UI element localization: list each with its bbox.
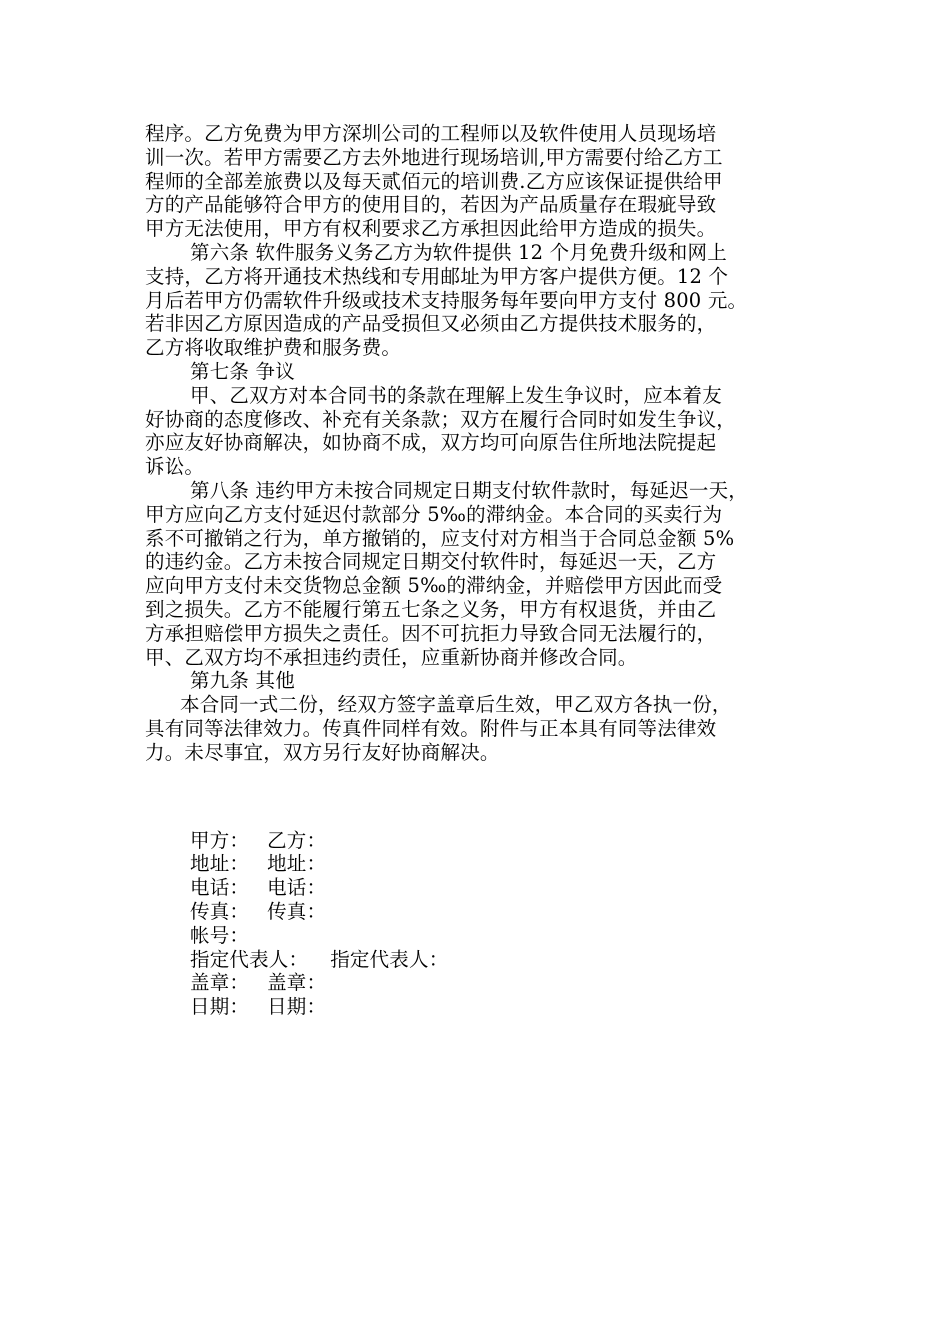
signature-block	[145, 829, 825, 1019]
text-line: 到之损失。乙方不能履行第五七条之义务，甲方有权退货，并由乙	[145, 597, 717, 621]
text-line: 方的产品能够符合甲方的使用目的，若因为产品质量存在瑕疵导致	[145, 193, 717, 217]
text-line: 甲方应向乙方支付延迟付款部分 5‰的滞纳金。本合同的买卖行为	[145, 502, 723, 526]
text-line: 方承担赔偿甲方损失之责任。因不可抗拒力导致合同无法履行的，	[145, 621, 717, 645]
signature-row-address	[145, 852, 825, 876]
text-line: 本合同一式二份，经双方签字盖章后生效，甲乙双方各执一份，	[180, 693, 732, 717]
signature-row-date	[145, 995, 825, 1019]
paragraph-article-6	[145, 241, 825, 360]
text-line: 月后若甲方仍需软件升级或技术支持服务每年要向甲方支付 800 元。	[145, 288, 748, 312]
text-line: 第八条 违约甲方未按合同规定日期支付软件款时，每延迟一天，	[190, 478, 748, 502]
address-a-label: 地址：	[190, 852, 250, 876]
contract-body	[145, 122, 825, 1019]
signature-row-party	[145, 829, 825, 853]
rep-b-label: 指定代表人：	[330, 947, 449, 971]
heading-article-9	[145, 669, 825, 693]
text-line: 训一次。若甲方需要乙方去外地进行现场培训,甲方需要付给乙方工	[145, 145, 723, 169]
fax-a-label: 传真：	[190, 899, 250, 923]
signature-row-fax	[145, 900, 825, 924]
party-a-label: 甲方：	[190, 828, 250, 852]
text-line: 乙方将收取维护费和服务费。	[145, 336, 402, 360]
section-heading: 第七条 争议	[190, 359, 295, 383]
phone-a-label: 电话：	[190, 876, 250, 900]
heading-article-7	[145, 360, 825, 384]
text-line: 力。未尽事宜，双方另行友好协商解决。	[145, 740, 500, 764]
signature-row-account	[145, 924, 825, 948]
rep-a-label: 指定代表人：	[190, 947, 309, 971]
text-line: 系不可撤销之行为，单方撤销的，应支付对方相当于合同总金额 5%	[145, 526, 735, 550]
section-heading: 第九条 其他	[190, 669, 295, 693]
date-a-label: 日期：	[190, 995, 250, 1019]
text-line: 诉讼。	[145, 455, 205, 479]
account-label: 帐号：	[190, 923, 250, 947]
text-line: 程师的全部差旅费以及每天贰佰元的培训费.乙方应该保证提供给甲	[145, 169, 723, 193]
text-line: 若非因乙方原因造成的产品受损但又必须由乙方提供技术服务的，	[145, 312, 717, 336]
party-b-label: 乙方：	[267, 828, 327, 852]
signature-row-phone	[145, 876, 825, 900]
text-line: 好协商的态度修改、补充有关条款；双方在履行合同时如发生争议，	[145, 407, 737, 431]
text-line: 应向甲方支付未交货物总金额 5‰的滞纳金，并赔偿甲方因此而受	[145, 574, 723, 598]
text-line: 甲、乙双方对本合同书的条款在理解上发生争议时，应本着友	[190, 383, 722, 407]
seal-a-label: 盖章：	[190, 971, 250, 995]
signature-row-representative	[145, 948, 825, 972]
fax-b-label: 传真：	[267, 899, 327, 923]
text-line: 亦应友好协商解决，如协商不成，双方均可向原告住所地法院提起	[145, 431, 717, 455]
date-b-label: 日期：	[267, 995, 327, 1019]
text-line: 第六条 软件服务义务乙方为软件提供 12 个月免费升级和网上	[190, 240, 727, 264]
paragraph-article-7	[145, 384, 825, 479]
address-b-label: 地址：	[267, 852, 327, 876]
seal-b-label: 盖章：	[267, 971, 327, 995]
text-line: 甲方无法使用，甲方有权利要求乙方承担因此给甲方造成的损失。	[145, 217, 717, 241]
phone-b-label: 电话：	[267, 876, 327, 900]
paragraph-article-9	[145, 693, 825, 764]
text-line: 支持，乙方将开通技术热线和专用邮址为甲方客户提供方便。12 个	[145, 264, 729, 288]
spacer	[145, 765, 825, 829]
text-line: 甲、乙双方均不承担违约责任，应重新协商并修改合同。	[145, 645, 638, 669]
text-line: 程序。乙方免费为甲方深圳公司的工程师以及软件使用人员现场培	[145, 122, 717, 145]
text-line: 的违约金。乙方未按合同规定日期交付软件时，每延迟一天，乙方	[145, 550, 717, 574]
text-line: 具有同等法律效力。传真件同样有效。附件与正本具有同等法律效	[145, 716, 717, 740]
signature-row-seal	[145, 971, 825, 995]
paragraph-article-8	[145, 479, 825, 669]
paragraph-article-5-continued	[145, 122, 825, 241]
